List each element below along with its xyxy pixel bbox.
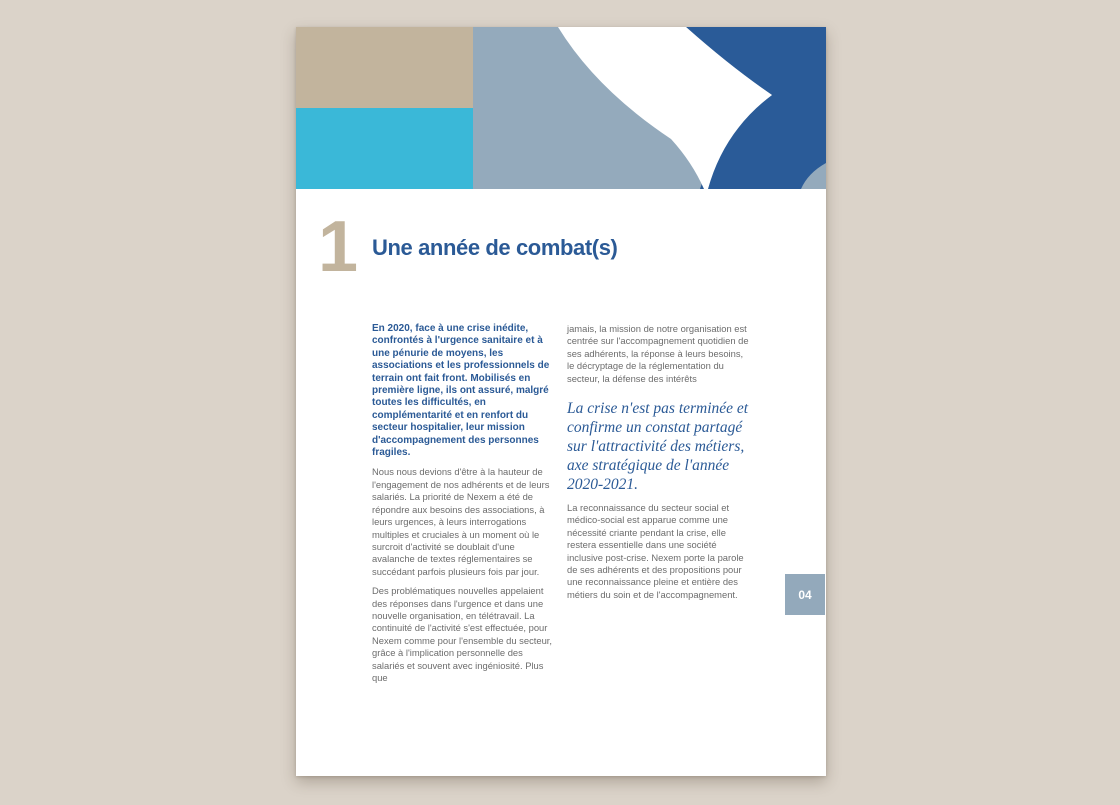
banner-beige-block	[296, 27, 473, 108]
page-number-tab: 04	[785, 574, 825, 615]
pull-quote: La crise n'est pas terminée et confirme un constat partagé sur l'attractivité des métiers, axe stratégique de l'année 2020-2021.	[567, 400, 749, 494]
banner-graphic	[296, 27, 826, 189]
body-paragraph: Des problématiques nouvelles appelaient des réponses dans l'urgence et dans une nouvelle organisation, en télétravail. La continuité de l'activité s'est effectuée, pour Nexem comme pour l'ensemble du secteur, grâce à l'implication personnelle des salariés et souvent avec ingéniosité. Plus que	[372, 585, 552, 683]
lead-paragraph: En 2020, face à une crise inédite, confrontés à l'urgence sanitaire et à une pénurie de moyens, les associations et les professionnels de terrain ont fait front. Mobilisés en première ligne, ils ont assuré, malgré toutes les difficultés, en complémentarité et en renfort du secteur hospitalier, leur mission d'accompagnement des personnes fragiles.	[372, 323, 550, 459]
left-column	[372, 323, 556, 691]
document-page	[296, 27, 826, 776]
body-paragraph: La reconnaissance du secteur social et médico-social est apparue comme une nécessité criante pendant la crise, elle restera essentielle dans une société inclusive post-crise. Nexem porte la parole de ses adhérents et des propositions pour une reconnaissance pleine et entière des métiers du soin et de l'accompagnement.	[567, 502, 744, 600]
banner-cyan-block	[296, 108, 473, 189]
right-column	[567, 323, 749, 608]
chapter-title: Une année de combat(s)	[372, 235, 618, 260]
body-paragraph: Nous nous devions d'être à la hauteur de l'engagement de nos adhérents et de leurs salariés. La priorité de Nexem a été de répondre aux besoins des associations, à leurs urgences, à leurs interrogations multiples et cruciales à un moment où le surcroit d'activité se doublait d'une avalanche de textes réglementaires se succédant parfois plusieurs fois par jour.	[372, 466, 550, 577]
decorative-banner	[296, 27, 826, 189]
chapter-number: 1	[318, 207, 357, 287]
body-paragraph: jamais, la mission de notre organisation est centrée sur l'accompagnement quotidien de ses adhérents, la réponse à leurs besoins, le décryptage de la réglementation du secteur, la défense des intérêts	[567, 323, 749, 384]
